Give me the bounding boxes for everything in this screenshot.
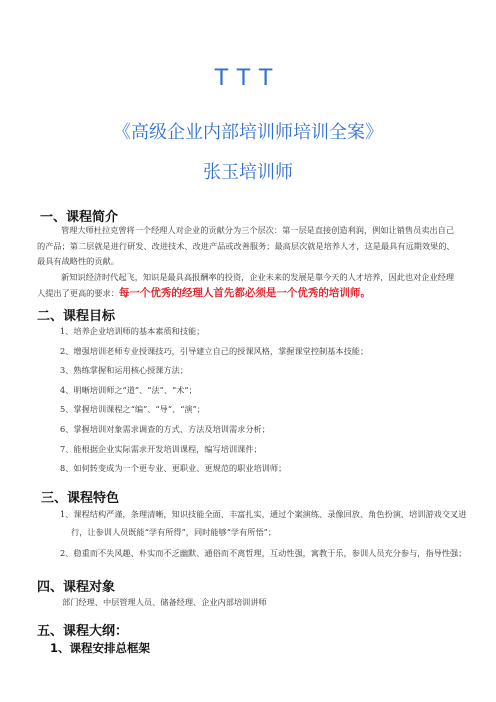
intro-paragraph-1: 管理大师杜拉克曾将一个经理人对企业的贡献分为三个层次：第一层是直接创造利润，例如让销售员卖出自己的产品；第二层就是进行研发、改进技术、改进产品或改善服务；最高层次就是培养人才，这是最具有远期效果的、最具有战略性的贡献。 [37,225,455,266]
intro-paragraph-2-text: 新知识经济时代起飞，知识是最具高报酬率的投资，企业未来的发展是靠今天的人才培养，因此也对企业经理人提出了更高的要求： [37,272,455,298]
intro-heading: 一、课程简介 [40,210,119,225]
goal-item: 1、培养企业培训师的基本素质和技能； [60,326,205,336]
goal-item: 7、能根据企业实际需求开发培训课程，编写培训课件； [60,443,262,454]
features-list [60,506,480,567]
features-heading: 三、课程特色 [41,491,120,506]
outline-heading: 五、课程大纲： [37,624,129,639]
course-title: 《高级企业内部培训师培训全案》 [113,122,383,143]
audience-heading: 四、课程对象 [37,580,116,595]
outline-subheading: 1、课程安排总框架 [50,641,151,655]
goal-item: 5、掌握培训课程之“编”、“导”、“演”； [60,404,205,415]
intro-paragraph-2 [37,270,462,301]
goals-heading: 二、课程目标 [37,309,116,324]
intro-highlight: 每一个优秀的经理人首先都必须是一个优秀的培训师。 [118,286,371,299]
goal-item: 8、如何转变成为一个更专业、更职业、更规范的职业培训师； [60,463,287,474]
goal-item: 2、增强培训老师专业授课技巧，引导建立自己的授课风格，掌握课堂控制基本技能； [60,345,369,356]
feature-item: 2、稳重而不失风趣、朴实而不乏幽默、通俗而不离哲理，互动性强，寓教于乐，参训人员充分参与，指导性强； [60,548,467,558]
goal-item: 6、掌握培训对象需求调查的方式、方法及培训需求分析； [60,423,270,434]
goals-list [60,322,465,479]
audience-text: 部门经理、中层管理人员、储备经理、企业内部培训讲师 [62,597,267,607]
goal-item: 3、熟练掌握和运用核心授课方法； [60,365,189,376]
feature-item: 1、课程结构严谨，条理清晰，知识技能全面、丰富扎实，通过个案演练、录像回放、角色扮演、培训游戏交叉进行，让参训人员既能“学有所得”，同时能够“学有所悟”； [60,509,467,537]
goal-item: 4、明晰培训师之“道”、“法”、“术”； [60,384,197,395]
ttt-title: TTT [214,66,282,91]
trainer-name: 张玉培训师 [203,162,293,183]
